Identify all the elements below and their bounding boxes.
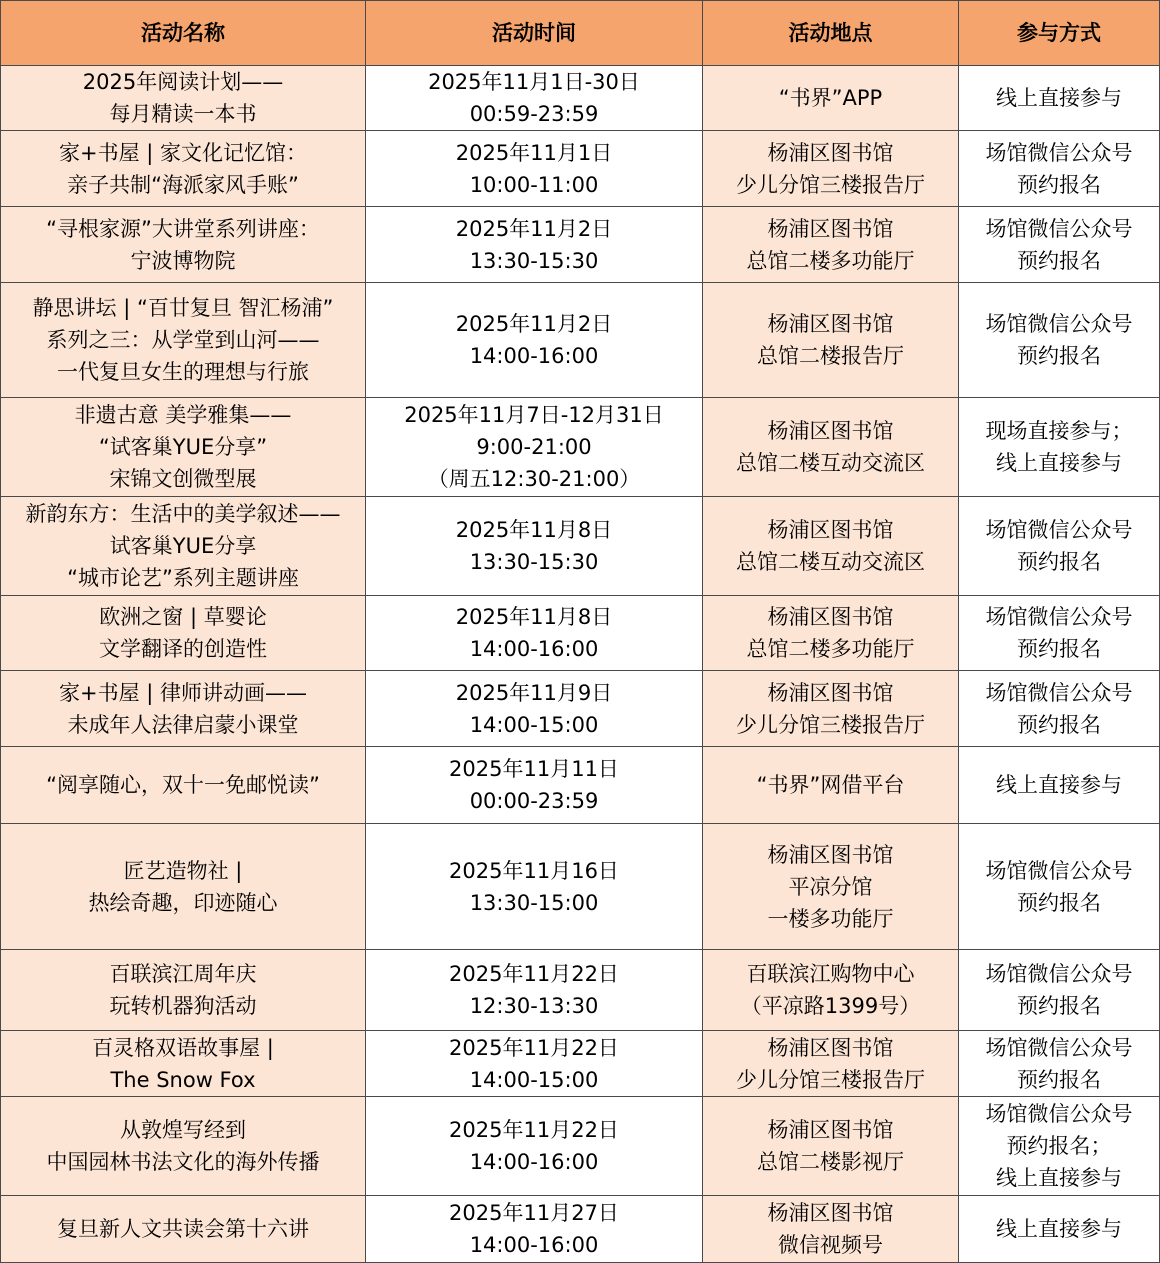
activity-name-cell: 非遗古意 美学雅集—— “试客巢YUE分享” 宋锦文创微型展 (1, 398, 366, 497)
table-row (1, 747, 1160, 824)
participation-method-cell: 场馆微信公众号 预约报名 (959, 497, 1160, 596)
participation-method-cell: 场馆微信公众号 预约报名 (959, 671, 1160, 747)
participation-method-cell: 场馆微信公众号 预约报名 (959, 824, 1160, 950)
table-row (1, 283, 1160, 398)
participation-method-cell: 场馆微信公众号 预约报名 (959, 207, 1160, 283)
activity-name-cell: 百灵格双语故事屋 | The Snow Fox (1, 1031, 366, 1097)
table-row (1, 1097, 1160, 1196)
activity-time-cell: 2025年11月1日-30日 00:59-23:59 (366, 66, 703, 131)
activity-place-cell: 杨浦区图书馆 少儿分馆三楼报告厅 (703, 1031, 959, 1097)
activity-name-cell: 复旦新人文共读会第十六讲 (1, 1196, 366, 1263)
participation-method-cell: 线上直接参与 (959, 747, 1160, 824)
table-row (1, 497, 1160, 596)
header-row (1, 1, 1160, 66)
activity-place-cell: 杨浦区图书馆 微信视频号 (703, 1196, 959, 1263)
table-row (1, 1031, 1160, 1097)
activity-place-cell: 杨浦区图书馆 少儿分馆三楼报告厅 (703, 671, 959, 747)
activity-name-cell: 家+书屋 | 家文化记忆馆： 亲子共制“海派家风手账” (1, 131, 366, 207)
participation-method-cell: 场馆微信公众号 预约报名 (959, 950, 1160, 1031)
activity-place-cell: 杨浦区图书馆 总馆二楼互动交流区 (703, 497, 959, 596)
activity-name-cell: 匠艺造物社 | 热绘奇趣，印迹随心 (1, 824, 366, 950)
activity-place-cell: “书界”网借平台 (703, 747, 959, 824)
activity-time-cell: 2025年11月1日 10:00-11:00 (366, 131, 703, 207)
activity-name-cell: 2025年阅读计划—— 每月精读一本书 (1, 66, 366, 131)
activity-time-cell: 2025年11月11日 00:00-23:59 (366, 747, 703, 824)
participation-method-cell: 场馆微信公众号 预约报名 (959, 131, 1160, 207)
participation-method-cell: 线上直接参与 (959, 1196, 1160, 1263)
activity-time-cell: 2025年11月27日 14:00-16:00 (366, 1196, 703, 1263)
activity-time-cell: 2025年11月2日 14:00-16:00 (366, 283, 703, 398)
participation-method-cell: 场馆微信公众号 预约报名； 线上直接参与 (959, 1097, 1160, 1196)
activity-time-cell: 2025年11月22日 12:30-13:30 (366, 950, 703, 1031)
activity-name-cell: 欧洲之窗 | 草婴论 文学翻译的创造性 (1, 596, 366, 671)
participation-method-cell: 线上直接参与 (959, 66, 1160, 131)
header-activity-name: 活动名称 (1, 1, 366, 66)
activity-place-cell: 杨浦区图书馆 总馆二楼多功能厅 (703, 596, 959, 671)
activity-place-cell: “书界”APP (703, 66, 959, 131)
header-activity-place: 活动地点 (703, 1, 959, 66)
activity-name-cell: “阅享随心，双十一免邮悦读” (1, 747, 366, 824)
activity-time-cell: 2025年11月8日 14:00-16:00 (366, 596, 703, 671)
participation-method-cell: 现场直接参与； 线上直接参与 (959, 398, 1160, 497)
header-participation-method: 参与方式 (959, 1, 1160, 66)
activity-place-cell: 杨浦区图书馆 总馆二楼多功能厅 (703, 207, 959, 283)
activity-name-cell: 静思讲坛 | “百廿复旦 智汇杨浦” 系列之三：从学堂到山河—— 一代复旦女生的理想与行旅 (1, 283, 366, 398)
table-row (1, 950, 1160, 1031)
activity-place-cell: 百联滨江购物中心 （平凉路1399号） (703, 950, 959, 1031)
participation-method-cell: 场馆微信公众号 预约报名 (959, 1031, 1160, 1097)
activity-time-cell: 2025年11月22日 14:00-16:00 (366, 1097, 703, 1196)
activity-name-cell: “寻根家源”大讲堂系列讲座： 宁波博物院 (1, 207, 366, 283)
activity-name-cell: 从敦煌写经到 中国园林书法文化的海外传播 (1, 1097, 366, 1196)
table-row (1, 1196, 1160, 1263)
activity-place-cell: 杨浦区图书馆 少儿分馆三楼报告厅 (703, 131, 959, 207)
activity-place-cell: 杨浦区图书馆 总馆二楼互动交流区 (703, 398, 959, 497)
table-row (1, 66, 1160, 131)
table-row (1, 824, 1160, 950)
activity-time-cell: 2025年11月7日-12月31日 9:00-21:00 （周五12:30-21:00） (366, 398, 703, 497)
activity-time-cell: 2025年11月8日 13:30-15:30 (366, 497, 703, 596)
activity-name-cell: 百联滨江周年庆 玩转机器狗活动 (1, 950, 366, 1031)
table-row (1, 671, 1160, 747)
table-row (1, 131, 1160, 207)
activity-place-cell: 杨浦区图书馆 总馆二楼影视厅 (703, 1097, 959, 1196)
participation-method-cell: 场馆微信公众号 预约报名 (959, 283, 1160, 398)
table-row (1, 596, 1160, 671)
activity-time-cell: 2025年11月9日 14:00-15:00 (366, 671, 703, 747)
activity-time-cell: 2025年11月16日 13:30-15:00 (366, 824, 703, 950)
participation-method-cell: 场馆微信公众号 预约报名 (959, 596, 1160, 671)
table-row (1, 398, 1160, 497)
activity-place-cell: 杨浦区图书馆 总馆二楼报告厅 (703, 283, 959, 398)
activity-time-cell: 2025年11月22日 14:00-15:00 (366, 1031, 703, 1097)
activity-name-cell: 新韵东方：生活中的美学叙述—— 试客巢YUE分享 “城市论艺”系列主题讲座 (1, 497, 366, 596)
activity-name-cell: 家+书屋 | 律师讲动画—— 未成年人法律启蒙小课堂 (1, 671, 366, 747)
activity-time-cell: 2025年11月2日 13:30-15:30 (366, 207, 703, 283)
table-row (1, 207, 1160, 283)
header-activity-time: 活动时间 (366, 1, 703, 66)
activity-place-cell: 杨浦区图书馆 平凉分馆 一楼多功能厅 (703, 824, 959, 950)
